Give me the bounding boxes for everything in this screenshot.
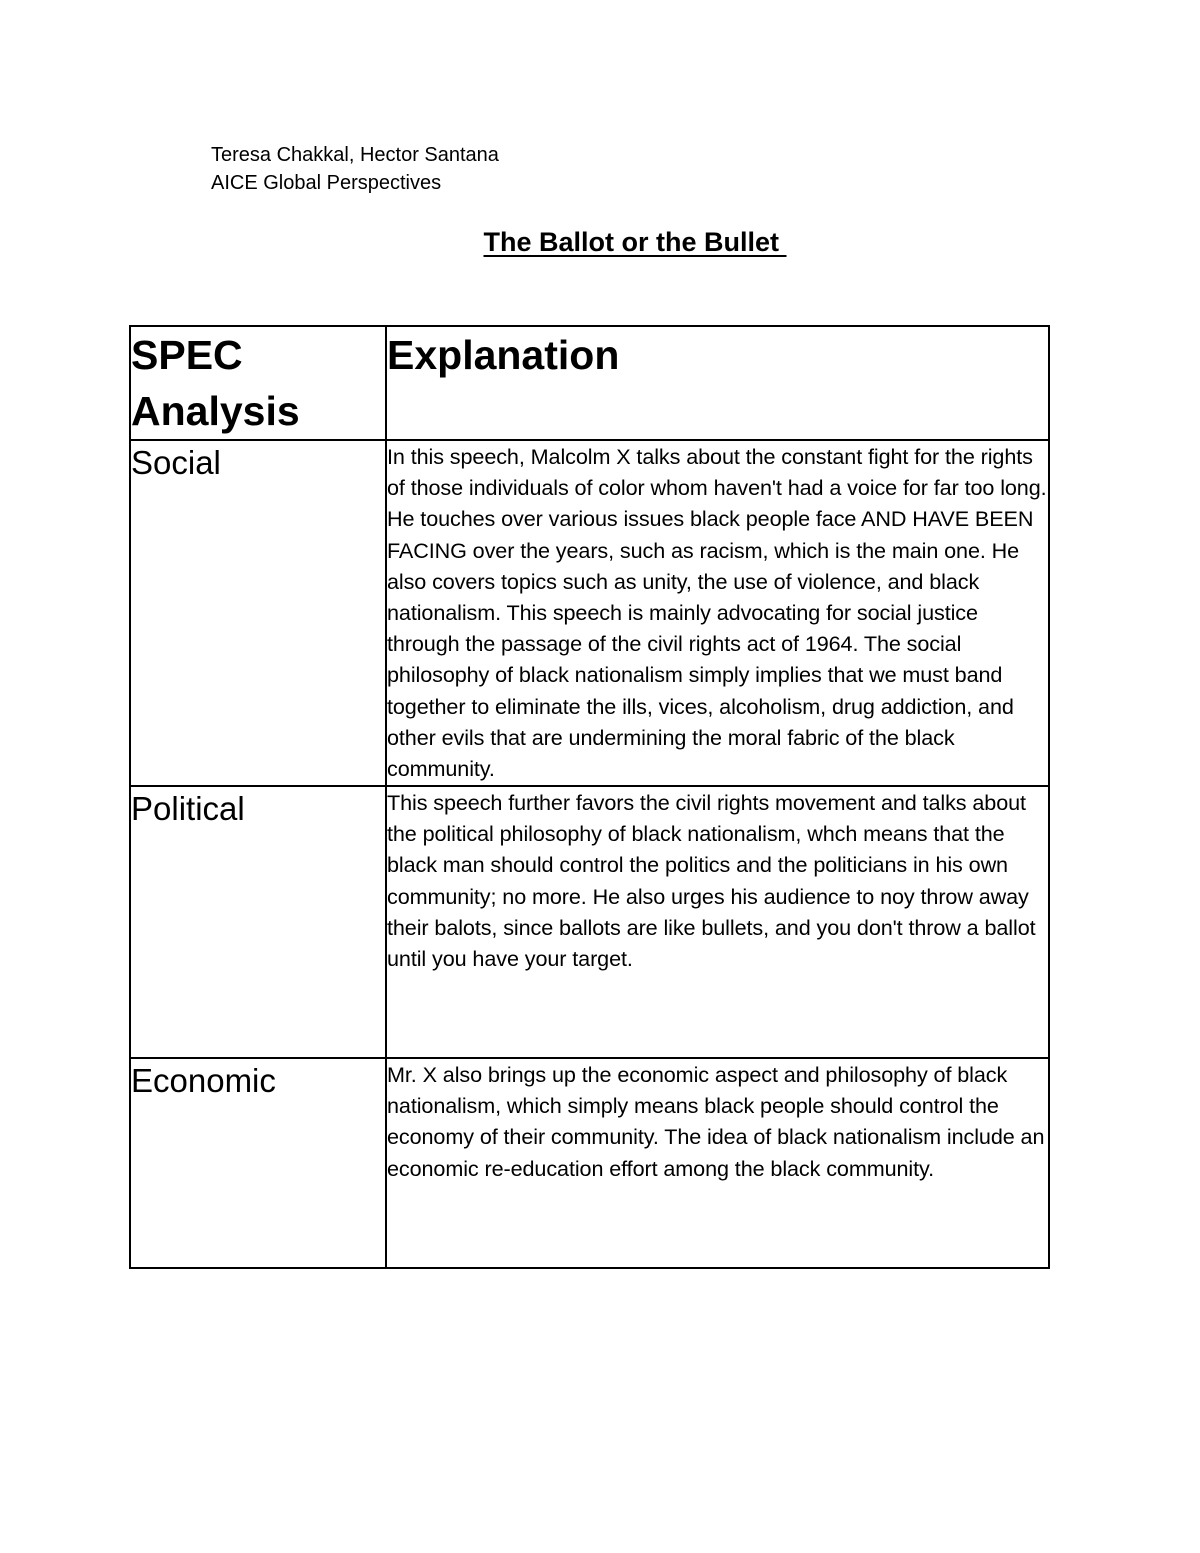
spec-analysis-table bbox=[129, 325, 1050, 1269]
explanation-political: This speech further favors the civil rights movement and talks about the political philosophy of black nationalism, whch means that the black man should control the politics and the politicians in his own community; no more. He also urges his audience to noy throw away their balots, since ballots are like bullets, and you don't throw a ballot until you have your target. bbox=[386, 786, 1049, 1058]
explanation-header: Explanation bbox=[386, 326, 1049, 440]
author-names: Teresa Chakkal, Hector Santana bbox=[211, 144, 499, 166]
table-row-economic bbox=[130, 1058, 1049, 1268]
explanation-economic: Mr. X also brings up the economic aspect and philosophy of black nationalism, which simply means black people should control the economy of their community. The idea of black nationalism include an economic re-education effort among the black community. bbox=[386, 1058, 1049, 1268]
course-name: AICE Global Perspectives bbox=[211, 172, 442, 194]
row-label-economic: Economic bbox=[130, 1058, 386, 1268]
row-label-political: Political bbox=[130, 786, 386, 1058]
explanation-social: In this speech, Malcolm X talks about the constant fight for the rights of those individuals of color whom haven't had a voice for far too long. He touches over various issues black people face AND HAVE BEEN FACING over the years, such as racism, which is the main one. He also covers topics such as unity, the use of violence, and black nationalism. This speech is mainly advocating for social justice through the passage of the civil rights act of 1964. The social philosophy of black nationalism simply implies that we must band together to eliminate the ills, vices, alcoholism, drug addiction, and other evils that are undermining the moral fabric of the black community. bbox=[386, 440, 1049, 786]
table-row-political bbox=[130, 786, 1049, 1058]
spec-analysis-header: SPEC Analysis bbox=[130, 326, 386, 440]
document-title: The Ballot or the Bullet bbox=[483, 227, 787, 257]
table-row-social bbox=[130, 440, 1049, 786]
table-header-row bbox=[130, 326, 1049, 440]
row-label-social: Social bbox=[130, 440, 386, 786]
